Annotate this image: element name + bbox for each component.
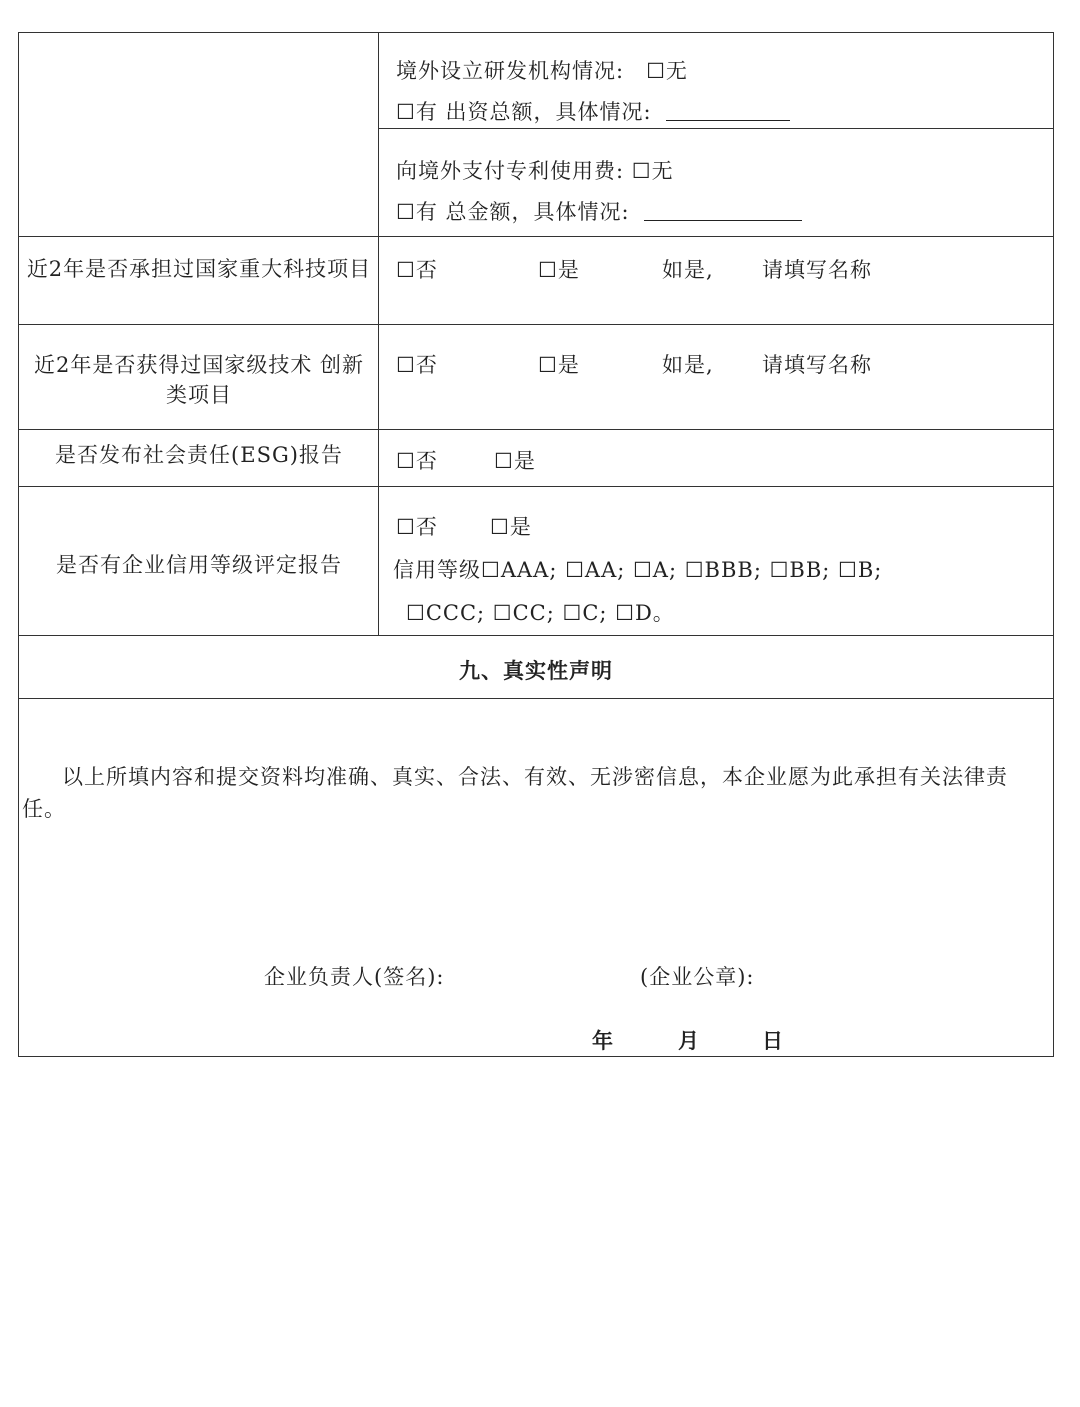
patent-fee-line2 bbox=[396, 200, 802, 224]
form-table bbox=[18, 32, 1054, 1057]
innovation-project-no[interactable]: ☐否 bbox=[396, 353, 438, 377]
esg-yes[interactable]: ☐是 bbox=[494, 449, 536, 473]
divider bbox=[18, 324, 1054, 325]
signer-label: 企业负责人(签名): bbox=[264, 965, 445, 989]
major-project-yes[interactable]: ☐是 bbox=[538, 258, 580, 282]
esg-label: 是否发布社会责任(ESG)报告 bbox=[55, 443, 343, 467]
overseas-rd-line1: 境外设立研发机构情况: ☐无 bbox=[396, 59, 688, 83]
seal-label: (企业公章): bbox=[640, 965, 755, 989]
overseas-rd-blank[interactable] bbox=[666, 100, 790, 121]
patent-fee-blank[interactable] bbox=[644, 200, 802, 221]
esg-no[interactable]: ☐否 bbox=[396, 449, 438, 473]
divider bbox=[18, 236, 1054, 237]
innovation-project-label: 近2年是否获得过国家级技术 创新类项目 bbox=[33, 353, 365, 407]
date-year: 年 bbox=[592, 1028, 614, 1053]
innovation-project-fill: 请填写名称 bbox=[762, 353, 872, 377]
divider bbox=[18, 635, 1054, 636]
divider bbox=[18, 429, 1054, 430]
credit-grades-line2: ☐CCC; ☐CC; ☐C; ☐D。 bbox=[406, 601, 675, 625]
declaration-text: 以上所填内容和提交资料均准确、真实、合法、有效、无涉密信息，本企业愿为此承担有关法律责任。 bbox=[22, 765, 1008, 821]
divider bbox=[378, 128, 1054, 129]
patent-fee-line1: 向境外支付专利使用费: ☐无 bbox=[396, 159, 674, 183]
credit-label: 是否有企业信用等级评定报告 bbox=[56, 553, 342, 577]
overseas-rd-line2 bbox=[396, 100, 790, 124]
credit-grades-line1: 信用等级☐AAA; ☐AA; ☐A; ☐BBB; ☐BB; ☐B; bbox=[393, 558, 883, 582]
divider bbox=[18, 486, 1054, 487]
major-project-label: 近2年是否承担过国家重大科技项目 bbox=[26, 257, 372, 281]
major-project-no[interactable]: ☐否 bbox=[396, 258, 438, 282]
major-project-fill: 请填写名称 bbox=[762, 258, 872, 282]
innovation-project-if-yes: 如是, bbox=[662, 353, 714, 377]
credit-no[interactable]: ☐否 bbox=[396, 515, 438, 539]
declaration-heading: 九、真实性声明 bbox=[459, 658, 613, 683]
overseas-rd-line2-text: ☐有 出资总额，具体情况: bbox=[396, 100, 652, 124]
date-month: 月 bbox=[678, 1028, 700, 1053]
innovation-project-yes[interactable]: ☐是 bbox=[538, 353, 580, 377]
date-day: 日 bbox=[762, 1028, 784, 1053]
divider bbox=[18, 698, 1054, 699]
column-divider bbox=[378, 32, 379, 635]
patent-fee-line2-text: ☐有 总金额，具体情况: bbox=[396, 200, 630, 224]
credit-yes[interactable]: ☐是 bbox=[490, 515, 532, 539]
major-project-if-yes: 如是, bbox=[662, 258, 714, 282]
